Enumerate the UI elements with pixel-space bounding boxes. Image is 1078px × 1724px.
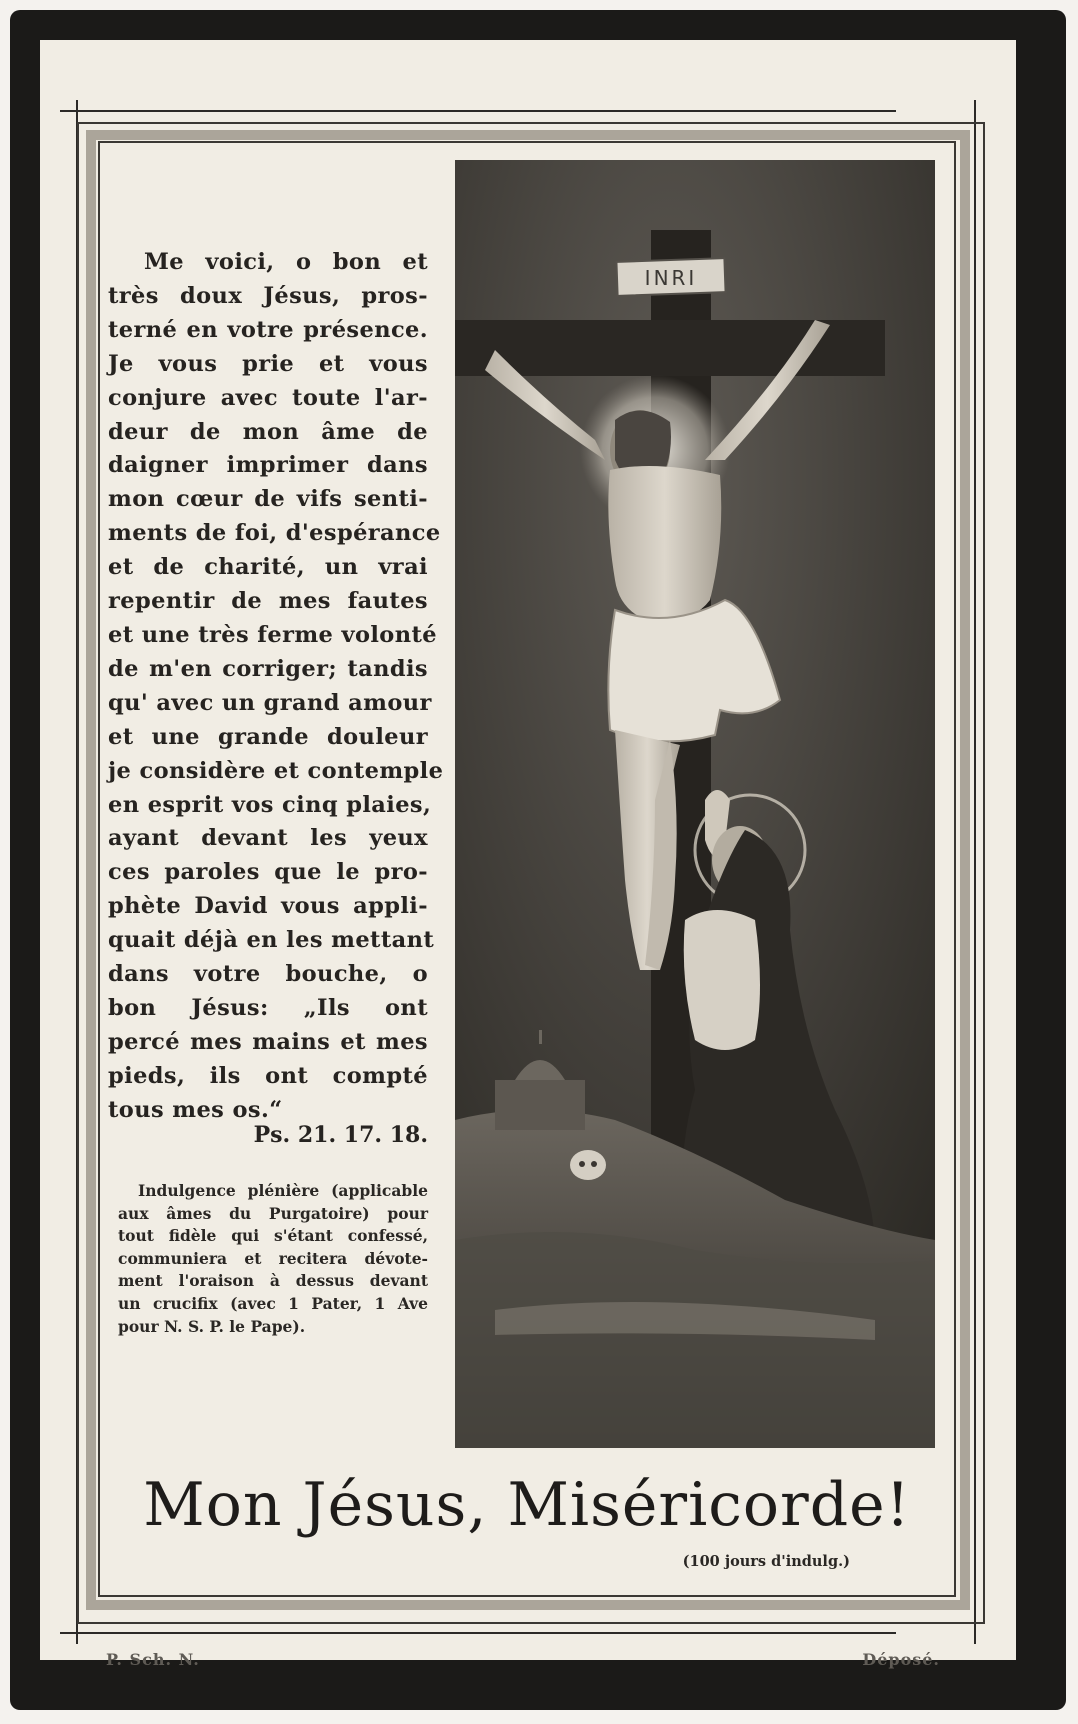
indulgence-line: ment l'oraison à dessus devant [118,1271,428,1291]
prayer-line: repentir de mes fautes [108,588,428,615]
prayer-line: daigner imprimer dans [108,452,428,479]
prayer-line: conjure avec toute l'ar- [108,384,428,411]
publisher-mark: P. Sch. N. [106,1650,200,1669]
prayer-line: mon cœur de vifs senti- [108,486,428,513]
prayer-line: phète David vous appli- [108,893,428,920]
indulgence-line: tout fidèle qui s'étant confessé, [118,1226,428,1246]
prayer-line: de m'en corriger; tandis [108,655,428,682]
crucifixion-illustration [455,160,935,1448]
indulgence-line: un crucifix (avec 1 Pater, 1 Ave [118,1293,428,1313]
prayer-line: et une très ferme volonté [108,621,437,648]
prayer-line: je considère et contemple [108,757,444,784]
prayer-line: terné en votre présence. [108,316,428,343]
indulgence-note [118,1180,428,1338]
inri-sign [616,258,725,296]
prayer-line: qu' avec un grand amour [108,689,432,716]
prayer-line: bon Jésus: „Ils ont [108,994,428,1021]
prayer-line: quait déjà en les mettant [108,927,435,954]
svg-text:INRI: INRI [644,266,698,290]
prayer-line: Me voici, o bon et [144,249,428,275]
prayer-line: et une grande douleur [108,723,428,750]
prayer-line: et de charité, un vrai [108,554,428,581]
psalm-reference: Ps. 21. 17. 18. [253,1122,428,1148]
prayer-line: percé mes mains et mes [108,1028,428,1055]
christ-torso [608,466,721,625]
indulgence-line: pour N. S. P. le Pape). [118,1316,306,1336]
prayer-line: tous mes os.“ [108,1096,283,1123]
indulgence-line: aux âmes du Purgatoire) pour [118,1203,428,1223]
prayer-line: ayant devant les yeux [108,825,428,852]
bottom-rule [60,1632,896,1634]
deposit-mark: Déposé. [862,1650,940,1669]
indulgence-line: communiera et recitera dévote- [118,1248,428,1268]
top-rule [60,110,896,112]
indulgence-line: Indulgence plénière (applicable [138,1181,428,1200]
prayer-line: très doux Jésus, pros- [108,282,428,309]
prayer-line: ces paroles que le pro- [108,859,428,886]
motto: Mon Jésus, Miséricorde! [143,1470,911,1540]
magdalene-sleeve [684,910,760,1050]
motto-indulgence-note: (100 jours d'indulg.) [682,1553,850,1570]
prayer-line: deur de mon âme de [108,418,428,445]
prayer-line: ments de foi, d'espérance [108,520,441,547]
skull [570,1150,606,1180]
crucifixion-engraving [455,160,935,1448]
prayer-text [108,246,444,1128]
prayer-line: pieds, ils ont compté [108,1062,428,1089]
prayer-line: dans votre bouche, o [108,961,428,988]
prayer-line: Je vous prie et vous [108,350,428,377]
prayer-line: en esprit vos cinq plaies, [108,791,432,818]
